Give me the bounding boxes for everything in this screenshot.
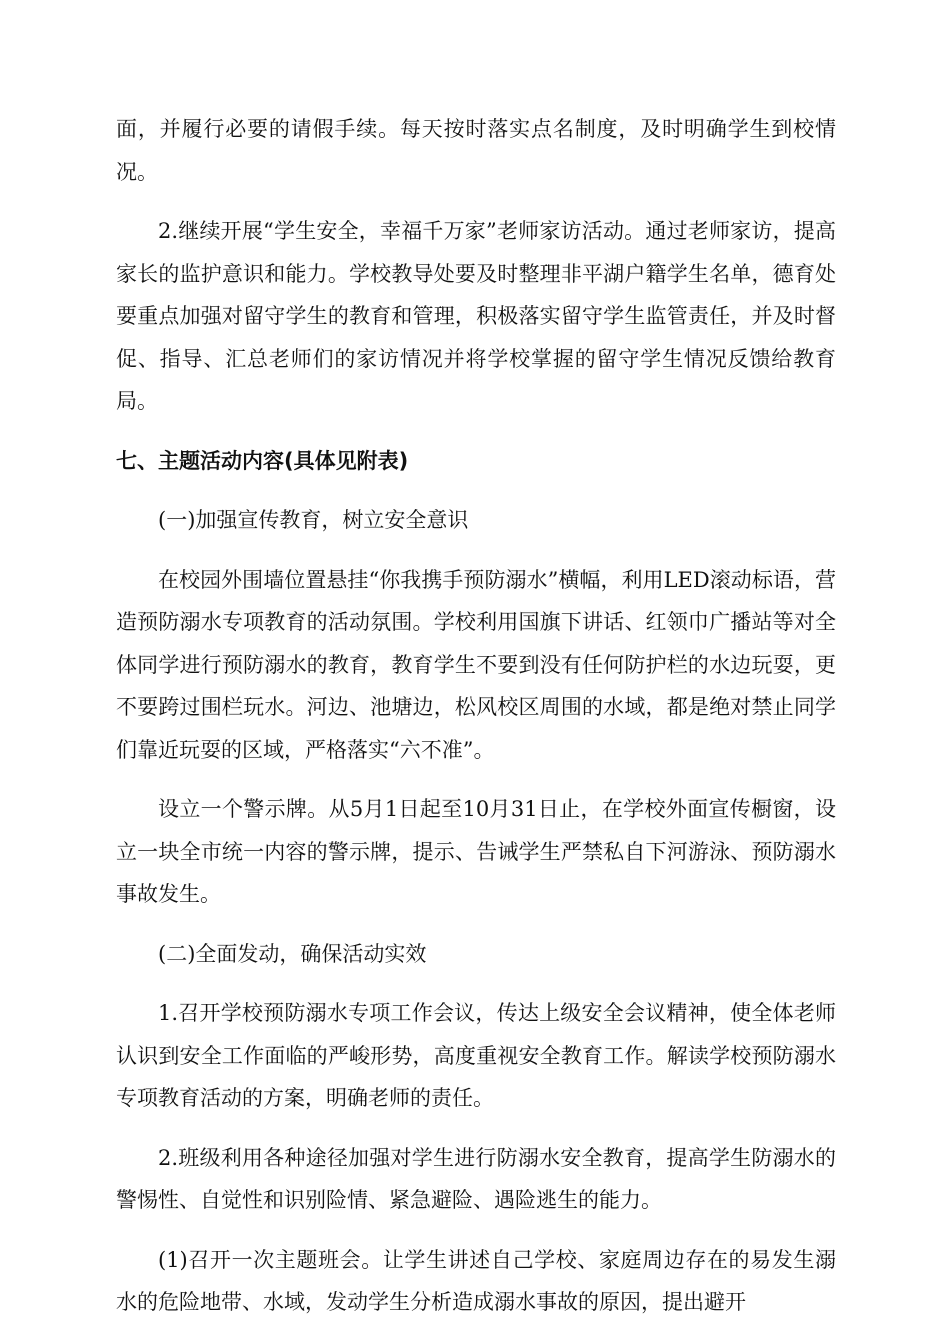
paragraph-class-education: 2.班级利用各种途径加强对学生进行防溺水安全教育，提高学生防溺水的警惕性、自觉性和识别险情、紧急避险、遇险逃生的能力。 <box>116 1145 836 1212</box>
paragraph-meeting: 1.召开学校预防溺水专项工作会议，传达上级安全会议精神，使全体老师认识到安全工作面临的严峻形势，高度重视安全教育工作。解读学校预防溺水专项教育活动的方案，明确老师的责任。 <box>116 1001 836 1110</box>
paragraph-theme-class-meeting: (1)召开一次主题班会。让学生讲述自己学校、家庭周边存在的易发生溺水的危险地带、水域，发动学生分析造成溺水事故的原因，提出避开 <box>116 1247 836 1314</box>
paragraph-banner: 在校园外围墙位置悬挂“你我携手预防溺水”横幅，利用LED滚动标语，营造预防溺水专项教育的活动氛围。学校利用国旗下讲话、红领巾广播站等对全体同学进行预防溺水的教育，教育学生不要到没有任何防护栏的水边玩耍，更不要跨过围栏玩水。河边、池塘边，松风校区周围的水域，都是绝对禁止同学们靠近玩耍的区域，严格落实“六不准”。 <box>116 567 836 762</box>
paragraph-attendance: 面，并履行必要的请假手续。每天按时落实点名制度，及时明确学生到校情况。 <box>116 117 836 184</box>
subheading-mobilize: (二)全面发动，确保活动实效 <box>158 941 427 966</box>
paragraph-home-visit: 2.继续开展“学生安全，幸福千万家”老师家访活动。通过老师家访，提高家长的监护意识和能力。学校教导处要及时整理非平湖户籍学生名单，德育处要重点加强对留守学生的教育和管理，积极落实留守学生监管责任，并及时督促、指导、汇总老师们的家访情况并将学校掌握的留守学生情况反馈给教育局。 <box>116 219 836 413</box>
paragraph-warning-sign: 设立一个警示牌。从5月1日起至10月31日止，在学校外面宣传橱窗，设立一块全市统一内容的警示牌，提示、告诫学生严禁私自下河游泳、预防溺水事故发生。 <box>116 797 836 906</box>
subheading-publicity: (一)加强宣传教育，树立安全意识 <box>158 508 469 532</box>
section-heading-activities: 七、主题活动内容(具体见附表) <box>116 448 409 473</box>
document-page <box>116 108 836 1341</box>
